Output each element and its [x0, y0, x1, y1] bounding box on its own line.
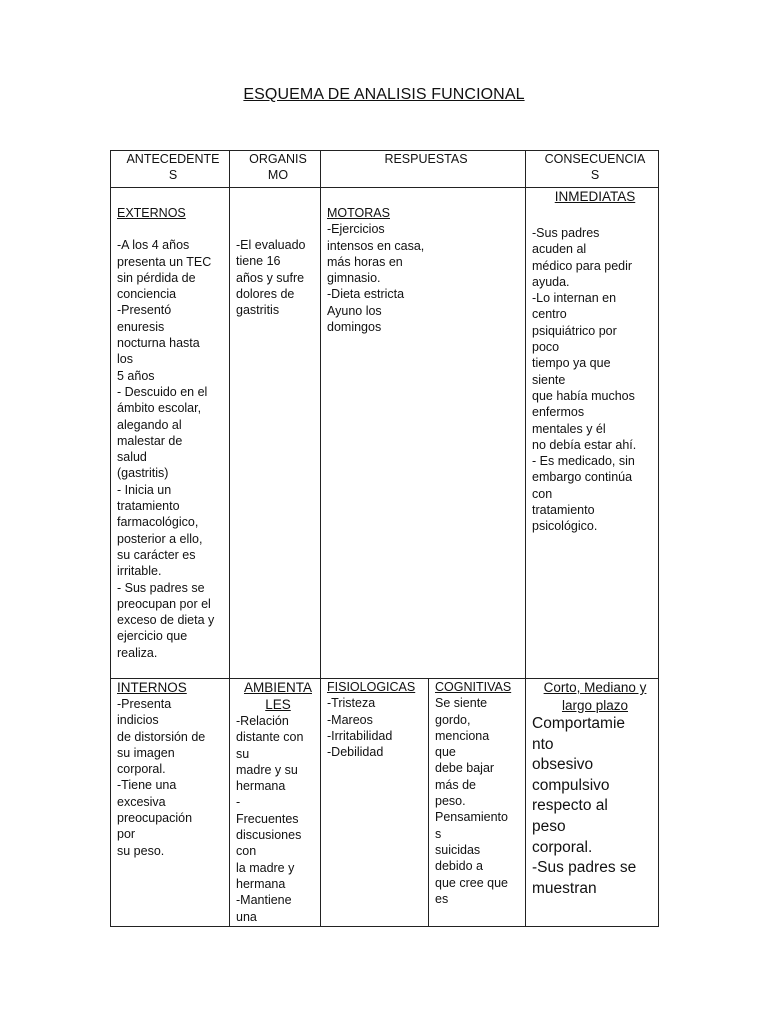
fisiologicas-heading: FISIOLOGICAS	[327, 680, 416, 694]
ambientales-text: -Relación distante con su madre y su hermana - Frecuentes discusiones con la madre y hermana -Mantiene una	[236, 714, 304, 924]
external-row	[111, 188, 659, 679]
cell-largo-plazo	[526, 679, 659, 927]
cell-organismo	[230, 188, 321, 679]
internos-heading: INTERNOS	[117, 680, 187, 695]
inmediatas-text: -Sus padres acuden al médico para pedir ayuda. -Lo internan en centro psiquiátrico por poco tiempo ya que siente que había muchos enfermos mentales y él no debía estar ahí. - Es medicado, sin embargo continúa con tratamiento psicológico.	[532, 226, 637, 534]
cell-consecuencias-inmediatas	[526, 188, 659, 679]
cell-antecedentes-externos	[111, 188, 230, 679]
cell-ambientales	[230, 679, 321, 927]
document-title: ESQUEMA DE ANALISIS FUNCIONAL	[243, 86, 525, 103]
cell-cognitivas	[429, 679, 526, 927]
header-consecuencias: CONSECUENCIA S	[526, 151, 659, 188]
header-organismo: ORGANIS MO	[230, 151, 321, 188]
internal-row	[111, 679, 659, 927]
cognitivas-text: Se siente gordo, menciona que debe bajar más de peso. Pensamiento s suicidas debido a que cree que es	[435, 696, 508, 906]
plazo-heading: Corto, Mediano y largo plazo	[543, 680, 647, 713]
header-row	[111, 151, 659, 188]
motoras-heading: MOTORAS	[327, 206, 390, 220]
header-antecedentes: ANTECEDENTE S	[111, 151, 230, 188]
fisiologicas-text: -Tristeza -Mareos -Irritabilidad -Debilidad	[327, 696, 393, 760]
ambientales-heading: AMBIENTA LES	[243, 680, 312, 712]
functional-analysis-table	[110, 150, 659, 927]
cell-respuestas-motoras	[321, 188, 526, 679]
cell-fisiologicas	[321, 679, 429, 927]
header-respuestas: RESPUESTAS	[321, 151, 526, 188]
internos-text: -Presenta indicios de distorsión de su imagen corporal. -Tiene una excesiva preocupación por su peso.	[117, 697, 206, 858]
cell-internos	[111, 679, 230, 927]
externos-text: -A los 4 años presenta un TEC sin pérdida de conciencia -Presentó enuresis nocturna hasta los 5 años - Descuido en el ámbito escolar, alegando al malestar de salud (gastritis) - Inicia un tratamiento farmacológico, posterior a ello, su carácter es irritable. - Sus padres se preocupan por el exceso de dieta y ejercicio que realiza.	[117, 238, 215, 660]
cognitivas-heading: COGNITIVAS	[435, 680, 512, 694]
plazo-text: Comportamie nto obsesivo compulsivo respecto al peso corporal. -Sus padres se muestran	[532, 715, 637, 897]
motoras-text: -Ejercicios intensos en casa, más horas en gimnasio. -Dieta estricta Ayuno los domingos	[327, 222, 425, 335]
inmediatas-heading: INMEDIATAS	[554, 189, 636, 204]
externos-heading: EXTERNOS	[117, 206, 186, 220]
organismo-text: -El evaluado tiene 16 años y sufre dolores de gastritis	[236, 238, 306, 318]
